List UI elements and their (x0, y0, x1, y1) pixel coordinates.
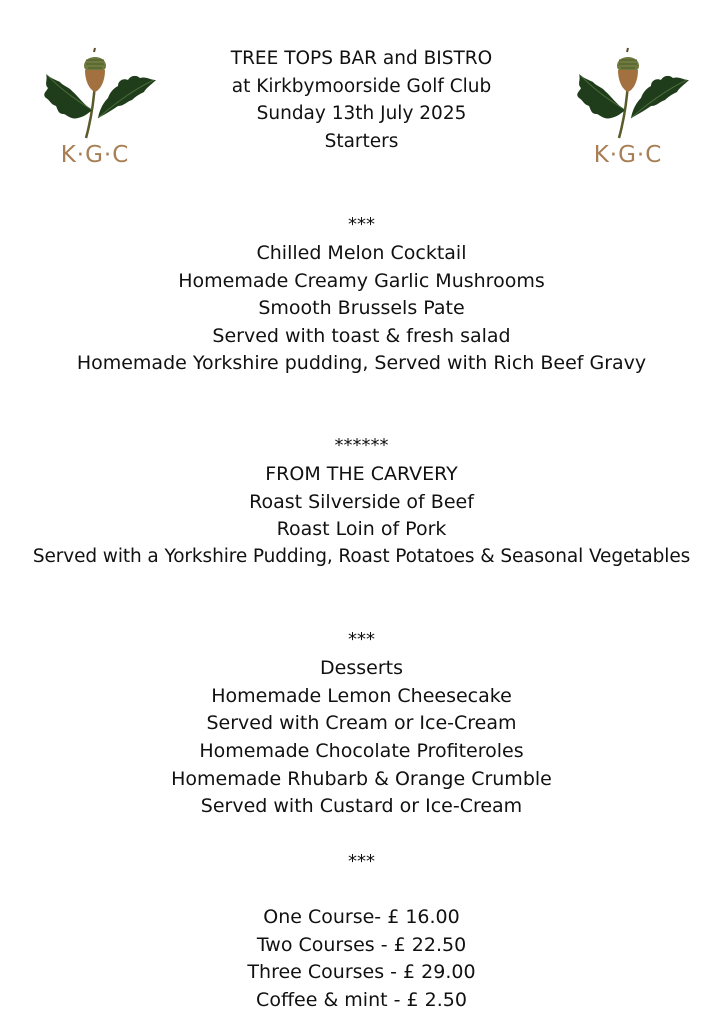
menu-item-note: Served with Cream or Ice-Cream (206, 712, 517, 734)
price-line: Coffee & mint - £ 2.50 (256, 989, 467, 1011)
menu-item: Smooth Brussels Pate (258, 297, 465, 319)
venue-title: TREE TOPS BAR and BISTRO (230, 48, 493, 69)
section-heading-desserts: Desserts (320, 657, 403, 679)
section-heading-carvery: FROM THE CARVERY (265, 463, 458, 485)
menu-item-note: Served with toast & fresh salad (212, 325, 511, 347)
menu-item-note: Served with Custard or Ice-Cream (200, 795, 523, 817)
menu-item: Chilled Melon Cocktail (256, 242, 467, 264)
price-line: One Course- £ 16.00 (263, 906, 460, 928)
separator: ****** (334, 435, 389, 456)
logo-monogram: K·G·C (593, 142, 663, 168)
menu-item-note: Served with a Yorkshire Pudding, Roast Potatoes & Seasonal Vegetables (32, 546, 691, 567)
price-line: Three Courses - £ 29.00 (247, 961, 476, 983)
separator: *** (348, 214, 375, 235)
separator: *** (348, 629, 375, 650)
menu-item: Roast Loin of Pork (276, 518, 447, 540)
price-line: Two Courses - £ 22.50 (256, 934, 467, 956)
menu-date: Sunday 13th July 2025 (256, 103, 467, 124)
menu-item: Homemade Rhubarb & Orange Crumble (171, 768, 552, 790)
logo-monogram: K·G·C (60, 142, 130, 168)
menu-item: Homemade Creamy Garlic Mushrooms (178, 270, 545, 292)
menu-item: Homemade Lemon Cheesecake (211, 685, 512, 707)
section-heading-starters: Starters (324, 131, 399, 152)
menu-item: Homemade Yorkshire pudding, Served with Rich Beef Gravy (76, 352, 647, 374)
venue-location: at Kirkbymoorside Golf Club (231, 76, 492, 97)
separator: *** (348, 851, 375, 872)
menu-item: Homemade Chocolate Profiteroles (199, 740, 524, 762)
menu-item: Roast Silverside of Beef (249, 491, 474, 513)
